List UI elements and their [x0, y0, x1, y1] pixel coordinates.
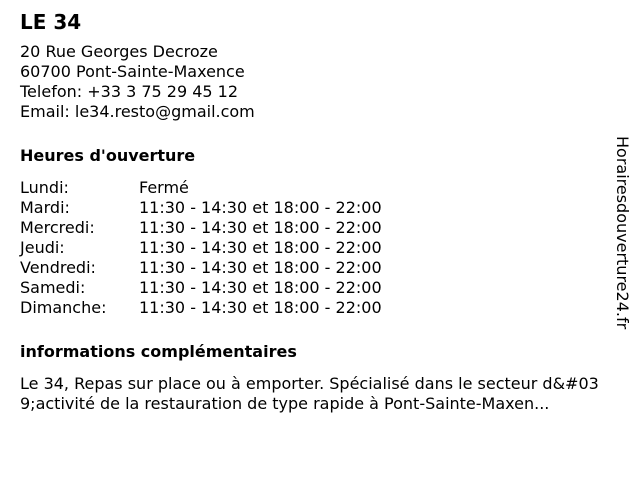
hours-time: Fermé	[139, 178, 189, 197]
hours-day: Dimanche:	[20, 298, 107, 317]
business-card	[20, 10, 600, 414]
hours-time: 11:30 - 14:30 et 18:00 - 22:00	[139, 218, 382, 237]
hours-row	[20, 178, 600, 198]
hours-table	[20, 178, 600, 318]
hours-row	[20, 238, 600, 258]
email-address: Email: le34.resto@gmail.com	[20, 102, 255, 121]
hours-day: Mercredi:	[20, 218, 95, 237]
street-address: 20 Rue Georges Decroze	[20, 42, 218, 61]
city-address: 60700 Pont-Sainte-Maxence	[20, 62, 245, 81]
hours-row	[20, 258, 600, 278]
info-title: informations complémentaires	[20, 342, 297, 361]
business-name: LE 34	[20, 10, 82, 34]
hours-day: Samedi:	[20, 278, 86, 297]
hours-time: 11:30 - 14:30 et 18:00 - 22:00	[139, 258, 382, 277]
hours-row	[20, 278, 600, 298]
hours-row	[20, 218, 600, 238]
hours-time: 11:30 - 14:30 et 18:00 - 22:00	[139, 198, 382, 217]
hours-time: 11:30 - 14:30 et 18:00 - 22:00	[139, 298, 382, 317]
hours-day: Mardi:	[20, 198, 70, 217]
hours-row	[20, 198, 600, 218]
hours-time: 11:30 - 14:30 et 18:00 - 22:00	[139, 238, 382, 257]
hours-row	[20, 298, 600, 318]
phone-number: Telefon: +33 3 75 29 45 12	[20, 82, 239, 101]
address-block	[20, 42, 600, 122]
hours-time: 11:30 - 14:30 et 18:00 - 22:00	[139, 278, 382, 297]
hours-title: Heures d'ouverture	[20, 146, 196, 165]
hours-day: Jeudi:	[20, 238, 65, 257]
info-description: Le 34, Repas sur place ou à emporter. Spécialisé dans le secteur d&#039;activité de la restauration de type rapide à Pont-Sainte-Maxen...	[20, 374, 599, 413]
site-watermark: Horairesdouverture24.fr	[613, 136, 632, 330]
hours-day: Vendredi:	[20, 258, 96, 277]
hours-day: Lundi:	[20, 178, 69, 197]
